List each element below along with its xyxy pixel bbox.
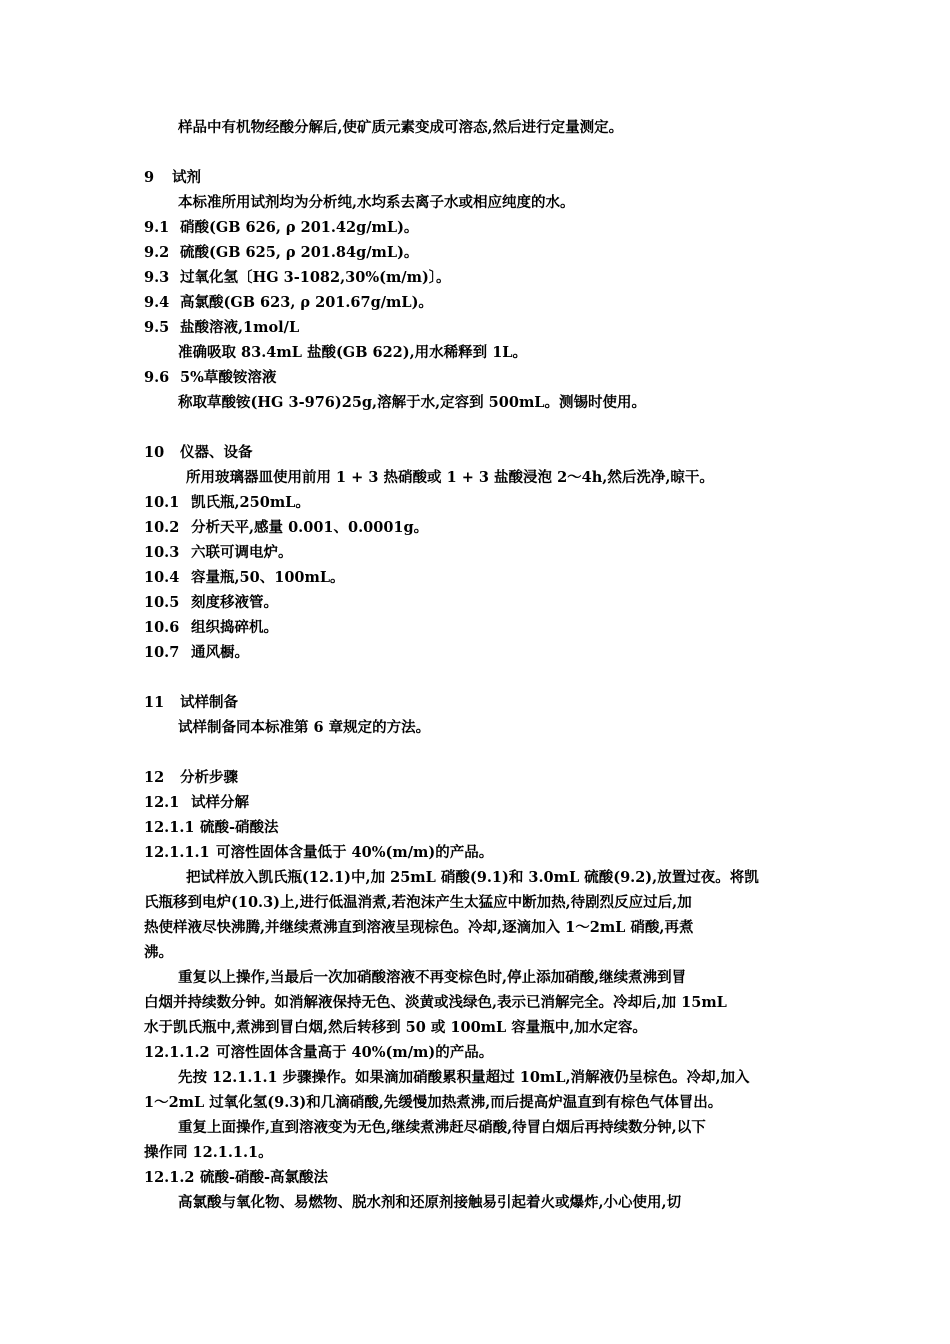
paragraph-line: 重复以上操作,当最后一次加硝酸溶液不再变棕色时,停止添加硝酸,继续煮沸到冒 bbox=[178, 969, 687, 986]
clause-12-1-1 bbox=[144, 818, 279, 838]
section-title: 试样制备 bbox=[180, 694, 238, 711]
section-12-heading bbox=[144, 768, 238, 788]
clause-text: 刻度移液管。 bbox=[191, 594, 278, 611]
section-title: 分析步骤 bbox=[180, 769, 238, 786]
clause-10-5 bbox=[144, 593, 278, 613]
clause-9-3 bbox=[144, 268, 451, 288]
section-9-heading bbox=[144, 168, 201, 188]
clause-number: 10.1 bbox=[144, 494, 180, 511]
clause-text: 通风橱。 bbox=[191, 644, 249, 661]
clause-number: 9.2 bbox=[144, 244, 170, 261]
section-number: 11 bbox=[144, 694, 165, 711]
section-title: 仪器、设备 bbox=[180, 444, 253, 461]
clause-text: 凯氏瓶,250mL。 bbox=[191, 494, 310, 511]
clause-number: 10.4 bbox=[144, 569, 180, 586]
paragraph-line: 氏瓶移到电炉(10.3)上,进行低温消煮,若泡沫产生太猛应中断加热,待剧烈反应过后,加 bbox=[144, 894, 692, 911]
paragraph-line: 高氯酸与氧化物、易燃物、脱水剂和还原剂接触易引起着火或爆炸,小心使用,切 bbox=[178, 1194, 682, 1211]
section-number: 9 bbox=[144, 169, 155, 186]
clause-title: 试样分解 bbox=[191, 794, 249, 811]
section-10-heading bbox=[144, 443, 253, 463]
clause-9-6 bbox=[144, 368, 276, 388]
paragraph-line: 先按 12.1.1.1 步骤操作。如果滴加硝酸累积量超过 10mL,消解液仍呈棕色。冷却,加入 bbox=[178, 1069, 750, 1086]
clause-10-6 bbox=[144, 618, 278, 638]
clause-text: 过氧化氢〔HG 3-1082,30%(m/m)〕。 bbox=[180, 269, 451, 286]
clause-number: 10.2 bbox=[144, 519, 180, 536]
clause-title: 硫酸-硝酸-高氯酸法 bbox=[200, 1169, 329, 1186]
clause-9-5 bbox=[144, 318, 299, 338]
clause-12-1-1-1 bbox=[144, 843, 493, 863]
paragraph-line: 1～2mL 过氧化氢(9.3)和几滴硝酸,先缓慢加热煮沸,而后提高炉温直到有棕色气体冒出。 bbox=[144, 1094, 723, 1111]
clause-10-3 bbox=[144, 543, 293, 563]
section-11-heading bbox=[144, 693, 238, 713]
clause-number: 10.7 bbox=[144, 644, 180, 661]
section-number: 10 bbox=[144, 444, 165, 461]
clause-10-7 bbox=[144, 643, 249, 663]
paragraph-line: 热使样液尽快沸腾,并继续煮沸直到溶液呈现棕色。冷却,逐滴加入 1～2mL 硝酸,再煮 bbox=[144, 919, 694, 936]
section-title: 试剂 bbox=[172, 169, 201, 186]
paragraph-line: 水于凯氏瓶中,煮沸到冒白烟,然后转移到 50 或 100mL 容量瓶中,加水定容。 bbox=[144, 1019, 647, 1036]
clause-9-6-detail: 称取草酸铵(HG 3-976)25g,溶解于水,定容到 500mL。测锡时使用。 bbox=[178, 394, 646, 411]
clause-text: 分析天平,感量 0.001、0.0001g。 bbox=[191, 519, 429, 536]
clause-text: 容量瓶,50、100mL。 bbox=[191, 569, 345, 586]
clause-10-4 bbox=[144, 568, 345, 588]
clause-12-1-1-2 bbox=[144, 1043, 493, 1063]
clause-title: 硫酸-硝酸法 bbox=[200, 819, 279, 836]
clause-12-1-2 bbox=[144, 1168, 328, 1188]
paragraph-line: 沸。 bbox=[144, 944, 173, 961]
clause-number: 10.3 bbox=[144, 544, 180, 561]
clause-number: 12.1.1 bbox=[144, 819, 195, 836]
clause-10-2 bbox=[144, 518, 428, 538]
clause-title: 可溶性固体含量高于 40%(m/m)的产品。 bbox=[216, 1044, 494, 1061]
paragraph-line: 操作同 12.1.1.1。 bbox=[144, 1144, 273, 1161]
section-11-body: 试样制备同本标准第 6 章规定的方法。 bbox=[178, 719, 431, 736]
paragraph-line: 把试样放入凯氏瓶(12.1)中,加 25mL 硝酸(9.1)和 3.0mL 硫酸(9.2),放置过夜。将凯 bbox=[186, 869, 759, 886]
clause-9-4 bbox=[144, 293, 433, 313]
clause-title: 可溶性固体含量低于 40%(m/m)的产品。 bbox=[216, 844, 494, 861]
clause-number: 9.3 bbox=[144, 269, 170, 286]
clause-number: 9.4 bbox=[144, 294, 170, 311]
clause-text: 硝酸(GB 626, ρ 201.42g/mL)。 bbox=[180, 219, 419, 236]
clause-text: 六联可调电炉。 bbox=[191, 544, 293, 561]
section-number: 12 bbox=[144, 769, 165, 786]
paragraph-line: 白烟并持续数分钟。如消解液保持无色、淡黄或浅绿色,表示已消解完全。冷却后,加 15mL bbox=[144, 994, 727, 1011]
clause-number: 12.1.1.1 bbox=[144, 844, 210, 861]
section-9-intro: 本标准所用试剂均为分析纯,水均系去离子水或相应纯度的水。 bbox=[178, 194, 575, 211]
clause-9-5-detail: 准确吸取 83.4mL 盐酸(GB 622),用水稀释到 1L。 bbox=[178, 344, 528, 361]
clause-text: 硫酸(GB 625, ρ 201.84g/mL)。 bbox=[180, 244, 419, 261]
clause-10-1 bbox=[144, 493, 310, 513]
clause-12-1 bbox=[144, 793, 249, 813]
paragraph-line: 重复上面操作,直到溶液变为无色,继续煮沸赶尽硝酸,待冒白烟后再持续数分钟,以下 bbox=[178, 1119, 706, 1136]
clause-9-1 bbox=[144, 218, 418, 238]
clause-number: 12.1 bbox=[144, 794, 180, 811]
clause-number: 9.1 bbox=[144, 219, 170, 236]
clause-number: 10.5 bbox=[144, 594, 180, 611]
intro-text: 样品中有机物经酸分解后,使矿质元素变成可溶态,然后进行定量测定。 bbox=[178, 119, 624, 136]
clause-text: 5%草酸铵溶液 bbox=[180, 369, 277, 386]
clause-9-2 bbox=[144, 243, 418, 263]
clause-text: 组织捣碎机。 bbox=[191, 619, 278, 636]
clause-number: 12.1.1.2 bbox=[144, 1044, 210, 1061]
clause-number: 10.6 bbox=[144, 619, 180, 636]
clause-text: 高氯酸(GB 623, ρ 201.67g/mL)。 bbox=[180, 294, 433, 311]
clause-number: 12.1.2 bbox=[144, 1169, 195, 1186]
clause-number: 9.6 bbox=[144, 369, 170, 386]
clause-text: 盐酸溶液,1mol/L bbox=[180, 319, 300, 336]
section-10-intro: 所用玻璃器皿使用前用 1 + 3 热硝酸或 1 + 3 盐酸浸泡 2～4h,然后洗净,晾干。 bbox=[186, 469, 714, 486]
clause-number: 9.5 bbox=[144, 319, 170, 336]
